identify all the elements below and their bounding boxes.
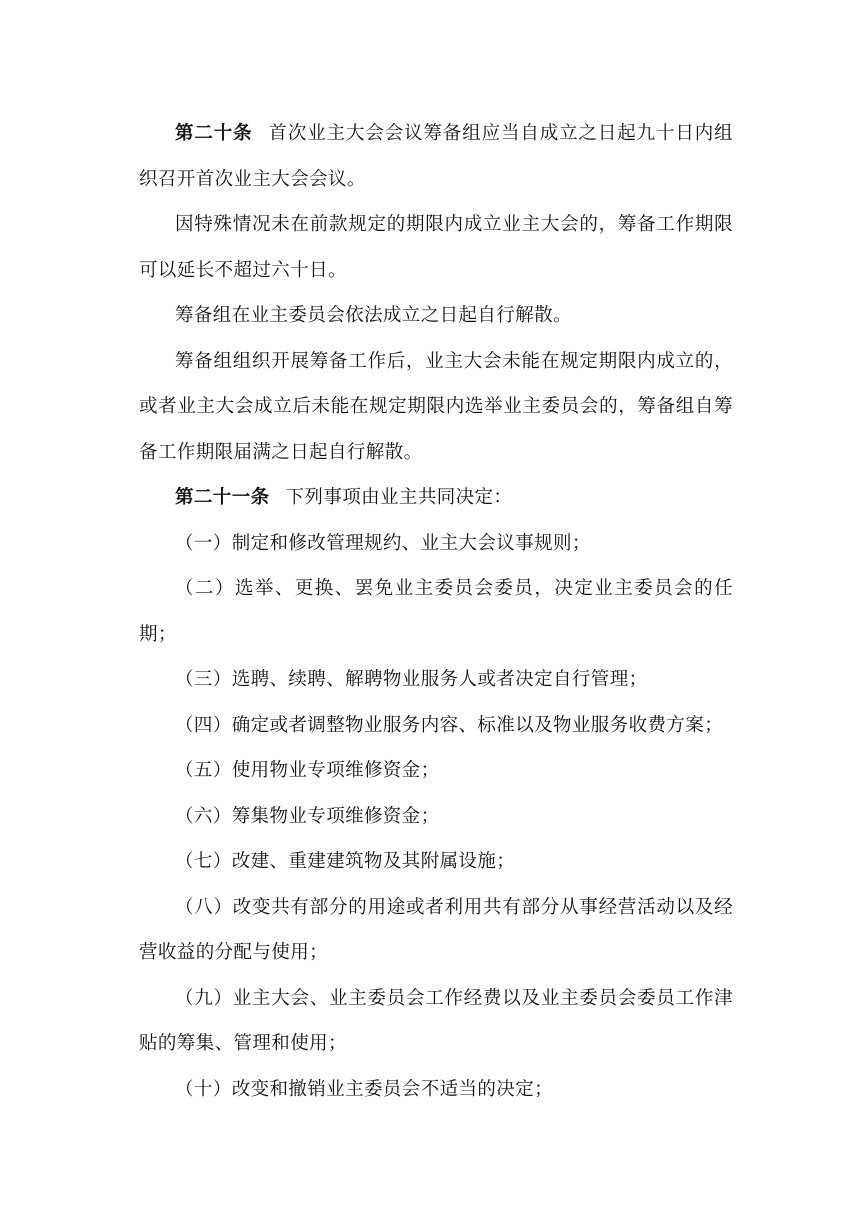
article-21-label: 第二十一条 [175,487,270,508]
document-body [139,111,733,1112]
article-21-item-6: （六）筹集物业专项维修资金； [175,805,440,827]
article-21-item-5: （五）使用物业专项维修资金； [175,760,440,781]
article-21-item-7: （七）改建、重建建筑物及其附属设施； [175,851,516,872]
article-20-paragraph-4: 筹备组组织开展筹备工作后，业主大会未能在规定期限内成立的，或者业主大会成立后未能在规定期限内选举业主委员会的，筹备组自筹备工作期限届满之日起自行解散。 [139,350,733,463]
article-20-paragraph-3: 筹备组在业主委员会依法成立之日起自行解散。 [175,305,572,326]
article-20-paragraph-2: 因特殊情况未在前款规定的期限内成立业主大会的，筹备工作期限可以延长不超过六十日。 [139,214,733,281]
article-20-paragraph [139,111,733,202]
article-21-text: 下列事项由业主共同决定： [285,487,513,508]
article-20-label: 第二十条 [175,123,253,144]
article-21-item-9: （九）业主大会、业主委员会工作经费以及业主委员会委员工作津贴的筹集、管理和使用； [139,987,733,1054]
article-20-text: 首次业主大会会议筹备组应当自成立之日起九十日内组织召开首次业主大会会议。 [139,123,733,190]
article-21-paragraph [139,475,733,521]
article-21-item-1: （一）制定和修改管理规约、业主大会议事规则； [175,532,591,554]
article-21-item-4: （四）确定或者调整物业服务内容、标准以及物业服务收费方案； [175,714,724,736]
article-21-item-3: （三）选聘、续聘、解聘物业服务人或者决定自行管理； [175,669,648,690]
article-21-item-10: （十）改变和撤销业主委员会不适当的决定； [175,1078,554,1100]
article-21-item-8: （八）改变共有部分的用途或者利用共有部分从事经营活动以及经营收益的分配与使用； [139,896,733,963]
article-21-item-2: （二）选举、更换、罢免业主委员会委员，决定业主委员会的任期； [139,578,733,645]
